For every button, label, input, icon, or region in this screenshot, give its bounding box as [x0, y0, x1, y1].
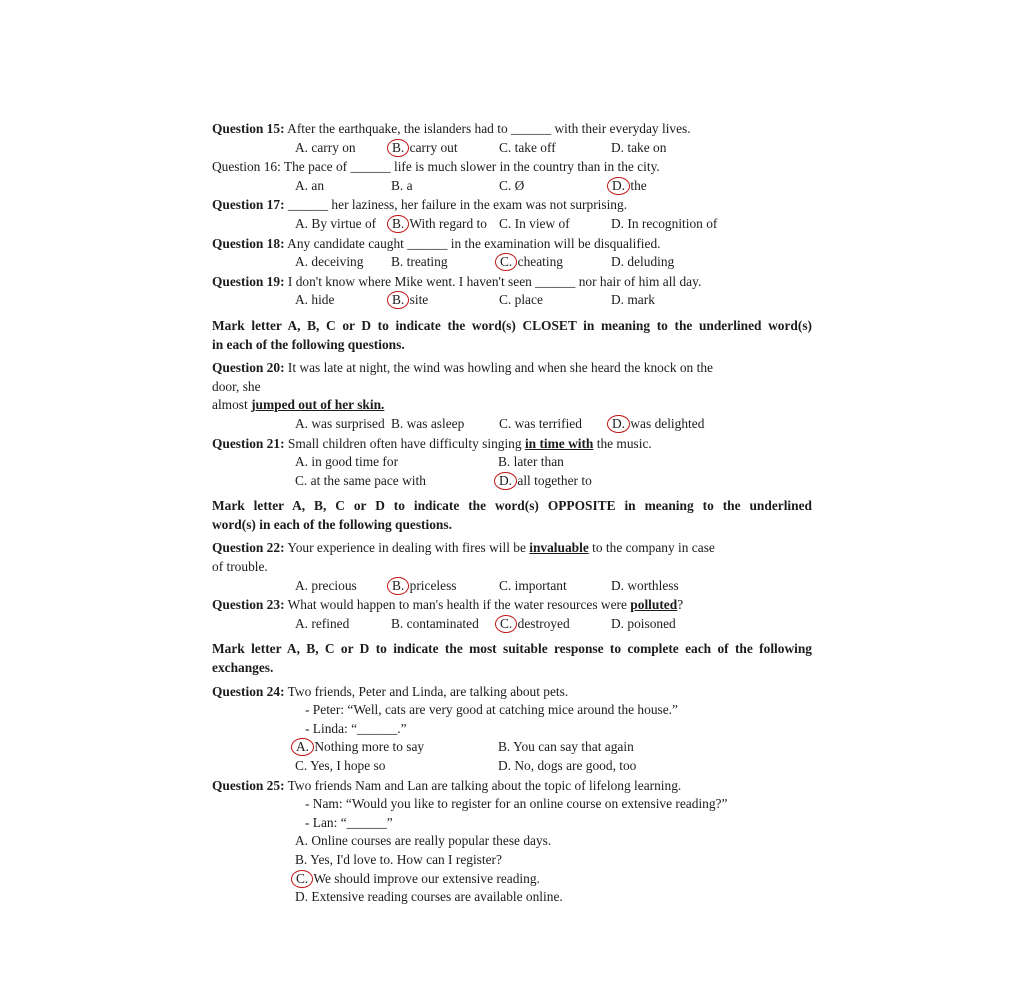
question-23 [212, 596, 812, 633]
option-a [295, 738, 498, 757]
option-letter: D. [494, 472, 517, 490]
question-stem: Any candidate caught ______ in the examination will be disqualified. [287, 235, 661, 251]
option-text: was delighted [630, 415, 705, 431]
option-text: deluding [627, 254, 675, 270]
option-d [611, 215, 812, 234]
option-text: Ø [514, 177, 525, 193]
option-letter: D. [498, 758, 512, 773]
option-letter: D. [295, 889, 309, 905]
option-text: precious [311, 577, 357, 593]
option-text: was terrified [514, 415, 582, 431]
option-text: Nothing more to say [314, 739, 425, 755]
question-label: Question 21: [212, 435, 285, 451]
option-text: all together to [517, 472, 592, 488]
question-22 [212, 539, 812, 595]
section-instruction-line2: exchanges. [212, 660, 274, 676]
option-text: site [409, 292, 429, 308]
option-letter: B. [498, 454, 511, 470]
question-16 [212, 158, 812, 195]
option-letter: A. [295, 577, 309, 593]
option-c [295, 870, 812, 889]
dialogue-line: - Lan: “______” [305, 814, 393, 830]
option-a [295, 832, 812, 851]
options-row [295, 177, 812, 196]
underlined-phrase: polluted [630, 597, 678, 613]
option-c [295, 472, 498, 491]
question-stem: Two friends Nam and Lan are talking about the topic of lifelong learning. [287, 777, 682, 793]
question-stem: What would happen to man's health if the water resources were [287, 597, 631, 613]
options-row [295, 453, 812, 472]
option-a [295, 177, 391, 196]
option-d [611, 177, 812, 196]
dialogue-line: - Nam: “Would you like to register for an online course on extensive reading?” [305, 796, 728, 812]
option-d [611, 577, 812, 596]
option-letter: C. [499, 415, 512, 431]
question-stem: ______ her laziness, her failure in the exam was not surprising. [287, 197, 628, 213]
option-letter: A. [295, 215, 309, 231]
question-stem: Two friends, Peter and Linda, are talking about pets. [287, 683, 569, 699]
question-label: Question 18: [212, 235, 285, 251]
underlined-phrase: in time with [524, 435, 594, 451]
question-stem-line3: almost [212, 397, 252, 413]
option-a [295, 453, 498, 472]
option-letter: A. [291, 738, 314, 756]
option-letter: C. [495, 615, 517, 633]
option-c [499, 291, 611, 310]
question-stem: I don't know where Mike went. I haven't seen ______ nor hair of him all day. [287, 273, 702, 289]
exam-document [212, 119, 812, 907]
option-letter: C. [499, 139, 512, 155]
option-text: the [630, 177, 647, 193]
option-letter: B. [387, 215, 409, 233]
question-stem: It was late at night, the wind was howling and when she heard the knock on the [287, 360, 713, 376]
option-text: mark [627, 292, 655, 308]
option-a [295, 415, 391, 434]
option-b [391, 415, 499, 434]
option-letter: C. [499, 177, 512, 193]
option-letter: D. [611, 615, 625, 631]
option-letter: C. [499, 292, 512, 308]
options-row [295, 615, 812, 634]
option-letter: A. [295, 139, 309, 155]
option-text: cheating [517, 254, 563, 270]
options-row [295, 472, 812, 491]
option-text: take off [514, 139, 556, 155]
option-text: a [406, 177, 413, 193]
option-c [499, 177, 611, 196]
question-24 [212, 683, 812, 776]
question-19 [212, 273, 812, 310]
option-text: at the same pace with [310, 472, 426, 488]
option-text: deceiving [311, 254, 364, 270]
option-text: destroyed [517, 615, 570, 631]
option-letter: A. [295, 177, 309, 193]
option-text: place [514, 292, 543, 308]
option-text: contaminated [406, 615, 479, 631]
question-label: Question 15: [212, 121, 285, 136]
options-row [295, 291, 812, 310]
option-text: was asleep [406, 415, 465, 431]
option-a [295, 291, 391, 310]
option-b [391, 215, 499, 234]
question-stem: The pace of ______ life is much slower in the country than in the city. [283, 159, 660, 175]
question-stem-line2: door, she [212, 378, 261, 394]
option-b [295, 851, 812, 870]
option-a [295, 215, 391, 234]
option-letter: B. [387, 291, 409, 309]
option-text: important [514, 577, 567, 593]
question-stem-post: to the company in case [588, 540, 715, 556]
option-letter: B. [391, 415, 404, 431]
option-text: hide [311, 292, 335, 308]
question-label: Question 24: [212, 683, 285, 699]
question-stem: Small children often have difficulty singing [287, 435, 525, 451]
option-text: carry on [311, 139, 356, 155]
option-letter: B. [387, 577, 409, 595]
option-c [499, 415, 611, 434]
option-letter: C. [499, 215, 512, 231]
option-text: By virtue of [311, 215, 377, 231]
option-c [295, 757, 498, 776]
option-text: With regard to [409, 215, 487, 231]
option-c [499, 215, 611, 234]
option-d [498, 472, 812, 491]
question-17 [212, 196, 812, 233]
option-c [499, 615, 611, 634]
options-row [295, 139, 812, 158]
option-letter: C. [295, 472, 308, 488]
question-21 [212, 435, 812, 491]
option-letter: B. [498, 739, 511, 755]
section-instruction-line2: word(s) in each of the following questions. [212, 516, 452, 532]
option-c [499, 253, 611, 272]
option-text: No, dogs are good, too [514, 758, 637, 773]
option-letter: D. [611, 292, 625, 308]
question-label: Question 20: [212, 360, 285, 376]
option-a [295, 615, 391, 634]
option-b [498, 738, 812, 757]
option-letter: A. [295, 615, 309, 631]
section-instruction-response [212, 640, 812, 677]
option-text: later than [513, 454, 564, 470]
option-b [498, 453, 812, 472]
option-letter: C. [295, 758, 308, 773]
option-d [295, 888, 812, 907]
option-text: Yes, I hope so [310, 758, 386, 773]
underlined-phrase: jumped out of her skin. [251, 397, 385, 413]
option-letter: D. [611, 215, 625, 231]
options-row [295, 757, 812, 776]
option-b [391, 615, 499, 634]
dialogue-line: - Peter: “Well, cats are very good at catching mice around the house.” [305, 702, 678, 718]
option-c [499, 577, 611, 596]
question-label: Question 17: [212, 197, 285, 213]
option-a [295, 253, 391, 272]
section-instruction-line1: Mark letter A, B, C or D to indicate the most suitable response to complete each of the following [212, 641, 812, 657]
option-a [295, 577, 391, 596]
option-a [295, 139, 391, 158]
option-text: You can say that again [513, 739, 634, 755]
option-letter: D. [607, 415, 630, 433]
option-d [611, 615, 812, 634]
question-15 [212, 120, 812, 157]
option-c [499, 139, 611, 158]
question-stem-post: ? [677, 597, 684, 613]
option-text: refined [311, 615, 350, 631]
options-row [295, 415, 812, 434]
option-text: In recognition of [627, 215, 718, 231]
option-letter: A. [295, 833, 309, 849]
option-letter: D. [607, 177, 630, 195]
option-b [391, 253, 499, 272]
question-label: Question 22: [212, 540, 285, 556]
option-letter: C. [291, 870, 313, 888]
question-25 [212, 777, 812, 907]
option-text: Online courses are really popular these days. [311, 833, 552, 849]
option-text: We should improve our extensive reading. [313, 870, 540, 886]
option-text: worthless [627, 577, 679, 593]
section-instruction-opposite [212, 497, 812, 534]
option-letter: B. [391, 615, 404, 631]
section-instruction-line1: Mark letter A, B, C or D to indicate the word(s) CLOSET in meaning to the underlined word(s) [212, 317, 812, 333]
option-letter: B. [391, 177, 404, 193]
option-d [611, 415, 812, 434]
option-letter: A. [295, 415, 309, 431]
question-stem-post: the music. [593, 435, 652, 451]
question-18 [212, 235, 812, 272]
question-stem-line2: of trouble. [212, 559, 268, 575]
options-row [295, 215, 812, 234]
option-letter: A. [295, 454, 309, 470]
option-d [611, 139, 812, 158]
option-text: in good time for [311, 454, 399, 470]
option-letter: C. [499, 577, 512, 593]
options-row [295, 253, 812, 272]
option-b [391, 291, 499, 310]
option-letter: D. [611, 139, 625, 155]
section-instruction-line1: Mark letter A, B, C or D to indicate the word(s) OPPOSITE in meaning to the underlined [212, 498, 812, 514]
option-letter: B. [391, 254, 404, 270]
option-letter: A. [295, 292, 309, 308]
option-text: poisoned [627, 615, 676, 631]
question-20 [212, 359, 812, 433]
option-letter: C. [495, 253, 517, 271]
option-letter: D. [611, 577, 625, 593]
dialogue-line: - Linda: “______.” [305, 720, 407, 736]
option-d [611, 253, 812, 272]
option-b [391, 577, 499, 596]
option-b [391, 139, 499, 158]
option-b [391, 177, 499, 196]
option-text: Yes, I'd love to. How can I register? [310, 851, 502, 867]
option-text: carry out [409, 139, 458, 155]
option-text: Extensive reading courses are available online. [311, 889, 563, 905]
option-text: In view of [514, 215, 570, 231]
options-row [295, 738, 812, 757]
section-instruction-line2: in each of the following questions. [212, 336, 405, 352]
option-text: an [311, 177, 325, 193]
question-label: Question 19: [212, 273, 285, 289]
option-letter: B. [387, 139, 409, 157]
question-label: Question 23: [212, 597, 285, 613]
option-text: treating [406, 254, 448, 270]
option-letter: A. [295, 254, 309, 270]
question-stem: Your experience in dealing with fires will be [287, 540, 530, 556]
option-d [498, 757, 812, 776]
underlined-phrase: invaluable [529, 540, 589, 556]
option-text: was surprised [311, 415, 385, 431]
option-letter: B. [295, 851, 308, 867]
option-text: priceless [409, 577, 457, 593]
question-label: Question 25: [212, 777, 285, 793]
section-instruction-closest [212, 317, 812, 354]
options-row [295, 577, 812, 596]
question-label: Question 16: [212, 159, 281, 175]
question-stem: After the earthquake, the islanders had to ______ with their everyday lives. [287, 121, 691, 136]
option-letter: D. [611, 254, 625, 270]
option-text: take on [627, 139, 667, 155]
option-d [611, 291, 812, 310]
